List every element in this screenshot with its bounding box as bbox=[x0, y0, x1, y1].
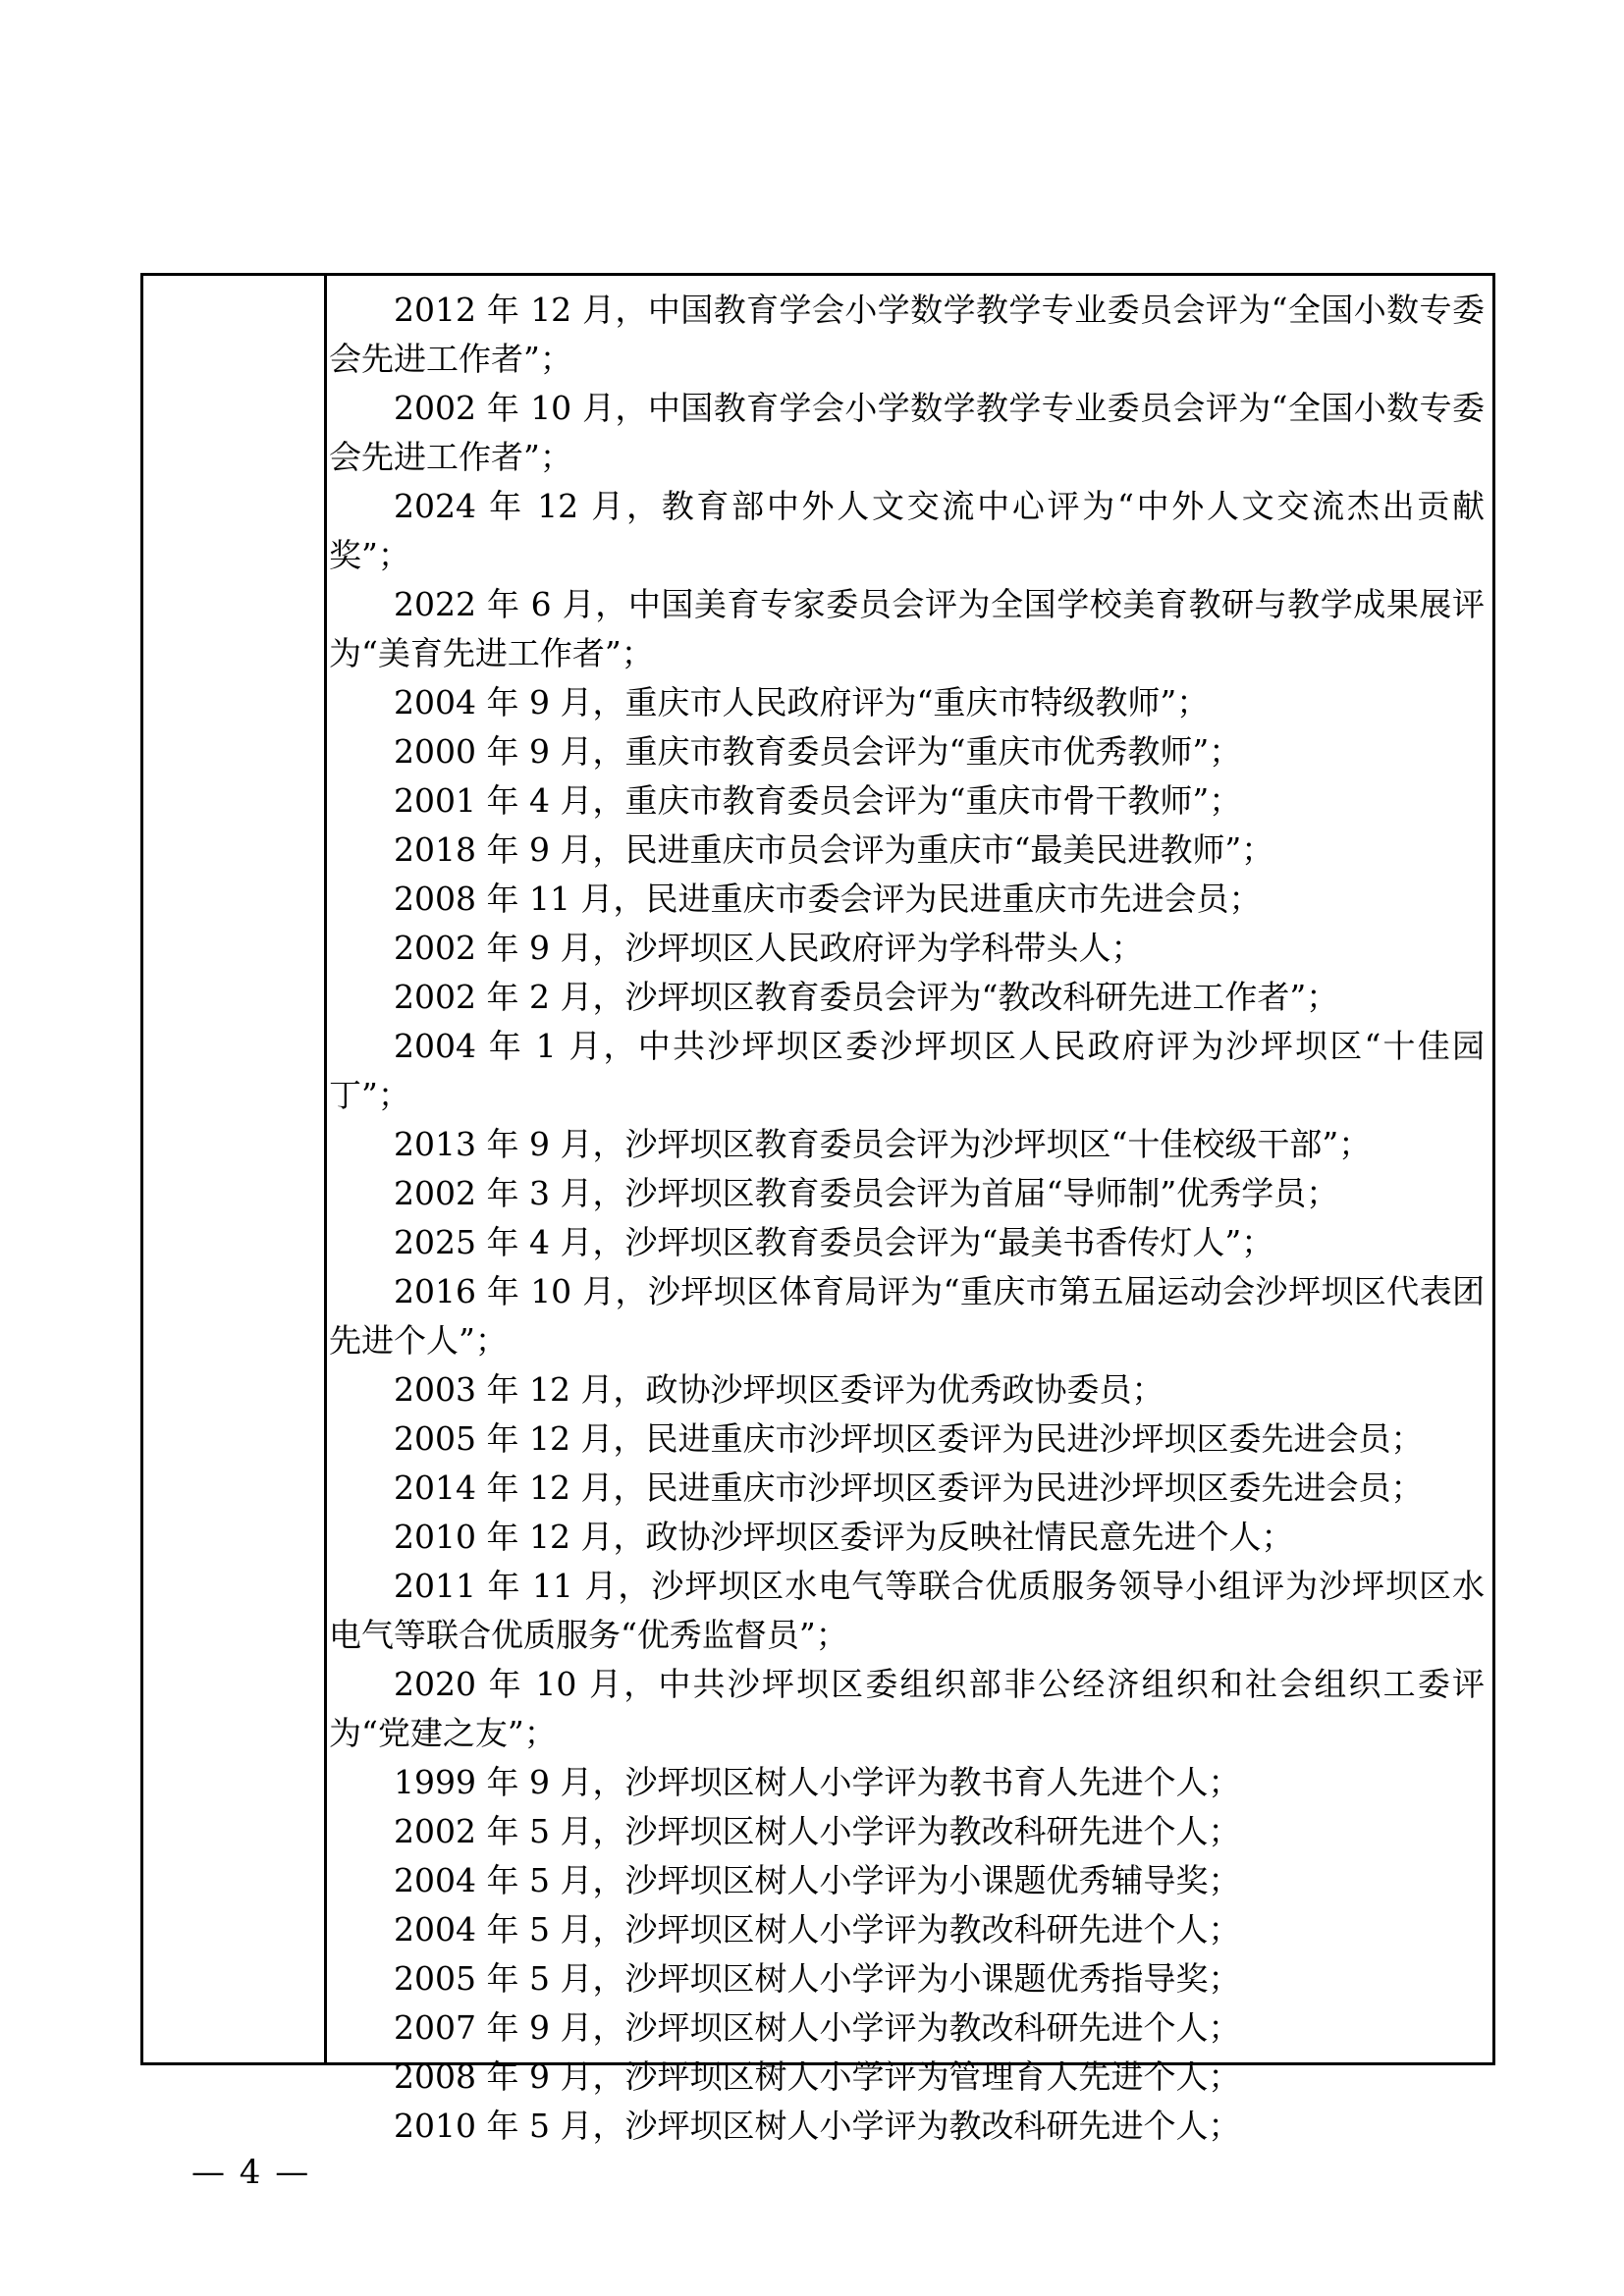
award-entry: 2005 年 12 月，民进重庆市沙坪坝区委评为民进沙坪坝区委先进会员； bbox=[394, 1419, 1424, 1458]
award-entry: 2020 年 10 月，中共沙坪坝区委组织部非公经济组织和社会组织工委评为“党建之友”； bbox=[329, 1665, 1485, 1752]
award-entry: 2008 年 11 月，民进重庆市委会评为民进重庆市先进会员； bbox=[394, 880, 1262, 918]
award-entry: 2010 年 12 月，政协沙坪坝区委评为反映社情民意先进个人； bbox=[394, 1518, 1294, 1556]
award-entry: 2004 年 5 月，沙坪坝区树人小学评为小课题优秀辅导奖； bbox=[394, 1861, 1241, 1899]
award-entry: 2002 年 9 月，沙坪坝区人民政府评为学科带头人； bbox=[394, 929, 1144, 967]
award-entry: 2004 年 9 月，重庆市人民政府评为“重庆市特级教师”； bbox=[394, 683, 1210, 721]
award-entry: 2008 年 9 月，沙坪坝区树人小学评为管理育人先进个人； bbox=[394, 2057, 1241, 2096]
award-entry: 2004 年 5 月，沙坪坝区树人小学评为教改科研先进个人； bbox=[394, 1910, 1241, 1949]
award-entry: 2002 年 2 月，沙坪坝区教育委员会评为“教改科研先进工作者”； bbox=[394, 978, 1339, 1016]
award-entry: 2007 年 9 月，沙坪坝区树人小学评为教改科研先进个人； bbox=[394, 2008, 1241, 2047]
table-label-cell bbox=[143, 276, 327, 2062]
award-entry: 1999 年 9 月，沙坪坝区树人小学评为教书育人先进个人； bbox=[394, 1763, 1241, 1801]
page-number: — 4 — bbox=[191, 2153, 311, 2192]
award-entry: 2012 年 12 月，中国教育学会小学数学教学专业委员会评为“全国小数专委会先进工作者”； bbox=[329, 291, 1485, 378]
award-entry: 2000 年 9 月，重庆市教育委员会评为“重庆市优秀教师”； bbox=[394, 732, 1242, 771]
award-entry: 2022 年 6 月，中国美育专家委员会评为全国学校美育教研与教学成果展评为“美育先进工作者”； bbox=[329, 585, 1485, 672]
award-entry: 2004 年 1 月，中共沙坪坝区委沙坪坝区人民政府评为沙坪坝区“十佳园丁”； bbox=[329, 1027, 1485, 1114]
awards-list-cell bbox=[327, 276, 1492, 2145]
award-entry: 2002 年 5 月，沙坪坝区树人小学评为教改科研先进个人； bbox=[394, 1812, 1241, 1850]
award-entry: 2014 年 12 月，民进重庆市沙坪坝区委评为民进沙坪坝区委先进会员； bbox=[394, 1468, 1424, 1507]
award-entry: 2003 年 12 月，政协沙坪坝区委评为优秀政协委员； bbox=[394, 1370, 1164, 1409]
award-entry: 2016 年 10 月，沙坪坝区体育局评为“重庆市第五届运动会沙坪坝区代表团先进个人”； bbox=[329, 1272, 1485, 1360]
award-entry: 2024 年 12 月，教育部中外人文交流中心评为“中外人文交流杰出贡献奖”； bbox=[329, 487, 1485, 574]
award-entry: 2002 年 3 月，沙坪坝区教育委员会评为首届“导师制”优秀学员； bbox=[394, 1174, 1339, 1212]
award-entry: 2002 年 10 月，中国教育学会小学数学教学专业委员会评为“全国小数专委会先进工作者”； bbox=[329, 389, 1485, 476]
award-entry: 2005 年 5 月，沙坪坝区树人小学评为小课题优秀指导奖； bbox=[394, 1959, 1241, 1998]
award-entry: 2025 年 4 月，沙坪坝区教育委员会评为“最美书香传灯人”； bbox=[394, 1223, 1274, 1261]
award-entry: 2013 年 9 月，沙坪坝区教育委员会评为沙坪坝区“十佳校级干部”； bbox=[394, 1125, 1372, 1163]
award-entry: 2010 年 5 月，沙坪坝区树人小学评为教改科研先进个人； bbox=[394, 2107, 1241, 2145]
award-entry: 2011 年 11 月，沙坪坝区水电气等联合优质服务领导小组评为沙坪坝区水电气等联合优质服务“优秀监督员”； bbox=[329, 1567, 1485, 1654]
award-entry: 2018 年 9 月，民进重庆市员会评为重庆市“最美民进教师”； bbox=[394, 830, 1274, 869]
awards-table bbox=[140, 273, 1495, 2145]
award-entry: 2001 年 4 月，重庆市教育委员会评为“重庆市骨干教师”； bbox=[394, 781, 1242, 820]
